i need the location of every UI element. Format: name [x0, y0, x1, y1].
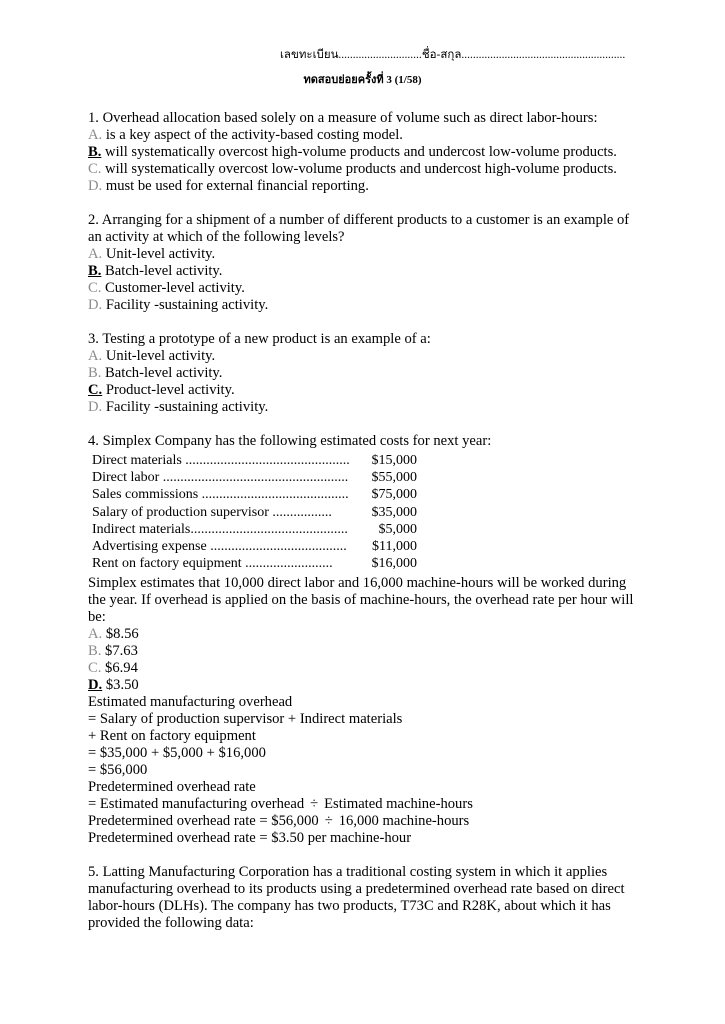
question-5-text-line3: labor-hours (DLHs). The company has two products, T73C and R28K, about which it has — [88, 898, 611, 915]
solution-line: = $35,000 + $5,000 + $16,000 — [88, 745, 266, 762]
solution-line: Predetermined overhead rate = $3.50 per machine-hour — [88, 830, 412, 847]
table-row: Direct materials ............................................... $15,000 — [92, 453, 417, 468]
question-5-text-line1: 5. Latting Manufacturing Corporation has a traditional costing system in which it applies — [88, 864, 608, 881]
solution-line: = $56,000 — [88, 762, 148, 779]
q3-option-d: D. Facility -sustaining activity. — [88, 399, 269, 415]
q3-option-b: B. Batch-level activity. — [88, 365, 223, 381]
table-row: Sales commissions .......................................... $75,000 — [92, 487, 417, 503]
solution-line: Predetermined overhead rate = $56,000 ÷ 16,000 machine-hours — [88, 813, 470, 830]
table-row: Direct labor ..................................................... $55,000 — [92, 470, 417, 486]
question-4-text: 4. Simplex Company has the following estimated costs for next year: — [88, 433, 492, 449]
question-4-detail-line2: the year. If overhead is applied on the basis of machine-hours, the overhead rate per hour will — [88, 592, 634, 609]
student-id-field: เลขทะเบียน............................. — [280, 49, 422, 61]
question-5 — [88, 864, 648, 932]
question-3 — [88, 331, 648, 416]
q1-option-b: B. will systematically overcost high-volume products and undercost low-volume products. — [88, 144, 617, 160]
cost-table — [92, 452, 648, 572]
q2-option-a: A. Unit-level activity. — [88, 246, 216, 262]
q3-option-c: C. Product-level activity. — [88, 382, 235, 398]
q4-solution — [88, 694, 648, 847]
q2-option-d: D. Facility -sustaining activity. — [88, 297, 269, 313]
table-row: Advertising expense ....................................... $11,000 — [92, 539, 417, 555]
quiz-title: ทดสอบย่อยครั้งที่ 3 (1/58) — [303, 74, 422, 86]
correct-answer-marker: C. — [88, 382, 103, 398]
question-2 — [88, 212, 648, 314]
question-2-text-line2: an activity at which of the following levels? — [88, 229, 345, 245]
correct-answer-marker: B. — [88, 263, 102, 279]
solution-line: = Estimated manufacturing overhead ÷ Estimated machine-hours — [88, 796, 473, 813]
q4-option-d: D. $3.50 — [88, 677, 139, 694]
student-info-line — [280, 46, 700, 64]
divide-sign: ÷ — [310, 796, 319, 813]
question-1-text: 1. Overhead allocation based solely on a measure of volume such as direct labor-hours: — [88, 110, 598, 126]
q1-option-a: A. is a key aspect of the activity-based costing model. — [88, 127, 403, 143]
q4-option-b: B. $7.63 — [88, 643, 138, 660]
table-row: Indirect materials............................................. $5,000 — [92, 521, 417, 537]
divide-sign: ÷ — [324, 813, 333, 830]
question-4-detail-line3: be: — [88, 609, 106, 626]
student-name-field: ชื่อ-สกุล......................................................... — [421, 49, 626, 61]
question-4 — [88, 433, 648, 847]
question-5-text-line4: provided the following data: — [88, 915, 254, 932]
q3-option-a: A. Unit-level activity. — [88, 348, 216, 364]
q2-option-b: B. Batch-level activity. — [88, 263, 223, 279]
question-5-text-line2: manufacturing overhead to its products using a predetermined overhead rate based on direct — [88, 881, 625, 898]
quiz-content — [88, 110, 648, 932]
question-3-text: 3. Testing a prototype of a new product is an example of a: — [88, 331, 431, 347]
q1-option-d: D. must be used for external financial reporting. — [88, 178, 369, 194]
q2-option-c: C. Customer-level activity. — [88, 280, 245, 296]
table-row: Salary of production supervisor ................. $35,000 — [92, 504, 417, 520]
table-row: Rent on factory equipment ......................... $16,000 — [92, 556, 417, 572]
q4-option-a: A. $8.56 — [88, 626, 139, 643]
solution-line: + Rent on factory equipment — [88, 728, 256, 745]
question-2-text-line1: 2. Arranging for a shipment of a number of different products to a customer is an example of — [88, 212, 630, 228]
question-4-detail-line1: Simplex estimates that 10,000 direct labor and 16,000 machine-hours will be worked during — [88, 575, 627, 592]
correct-answer-marker: D. — [88, 677, 103, 694]
solution-line: = Salary of production supervisor + Indirect materials — [88, 711, 403, 728]
solution-line: Predetermined overhead rate — [88, 779, 256, 796]
correct-answer-marker: B. — [88, 144, 102, 160]
q4-option-c: C. $6.94 — [88, 660, 138, 677]
solution-line: Estimated manufacturing overhead — [88, 694, 293, 711]
q1-option-c: C. will systematically overcost low-volume products and undercost high-volume products. — [88, 161, 617, 177]
question-1 — [88, 110, 648, 195]
